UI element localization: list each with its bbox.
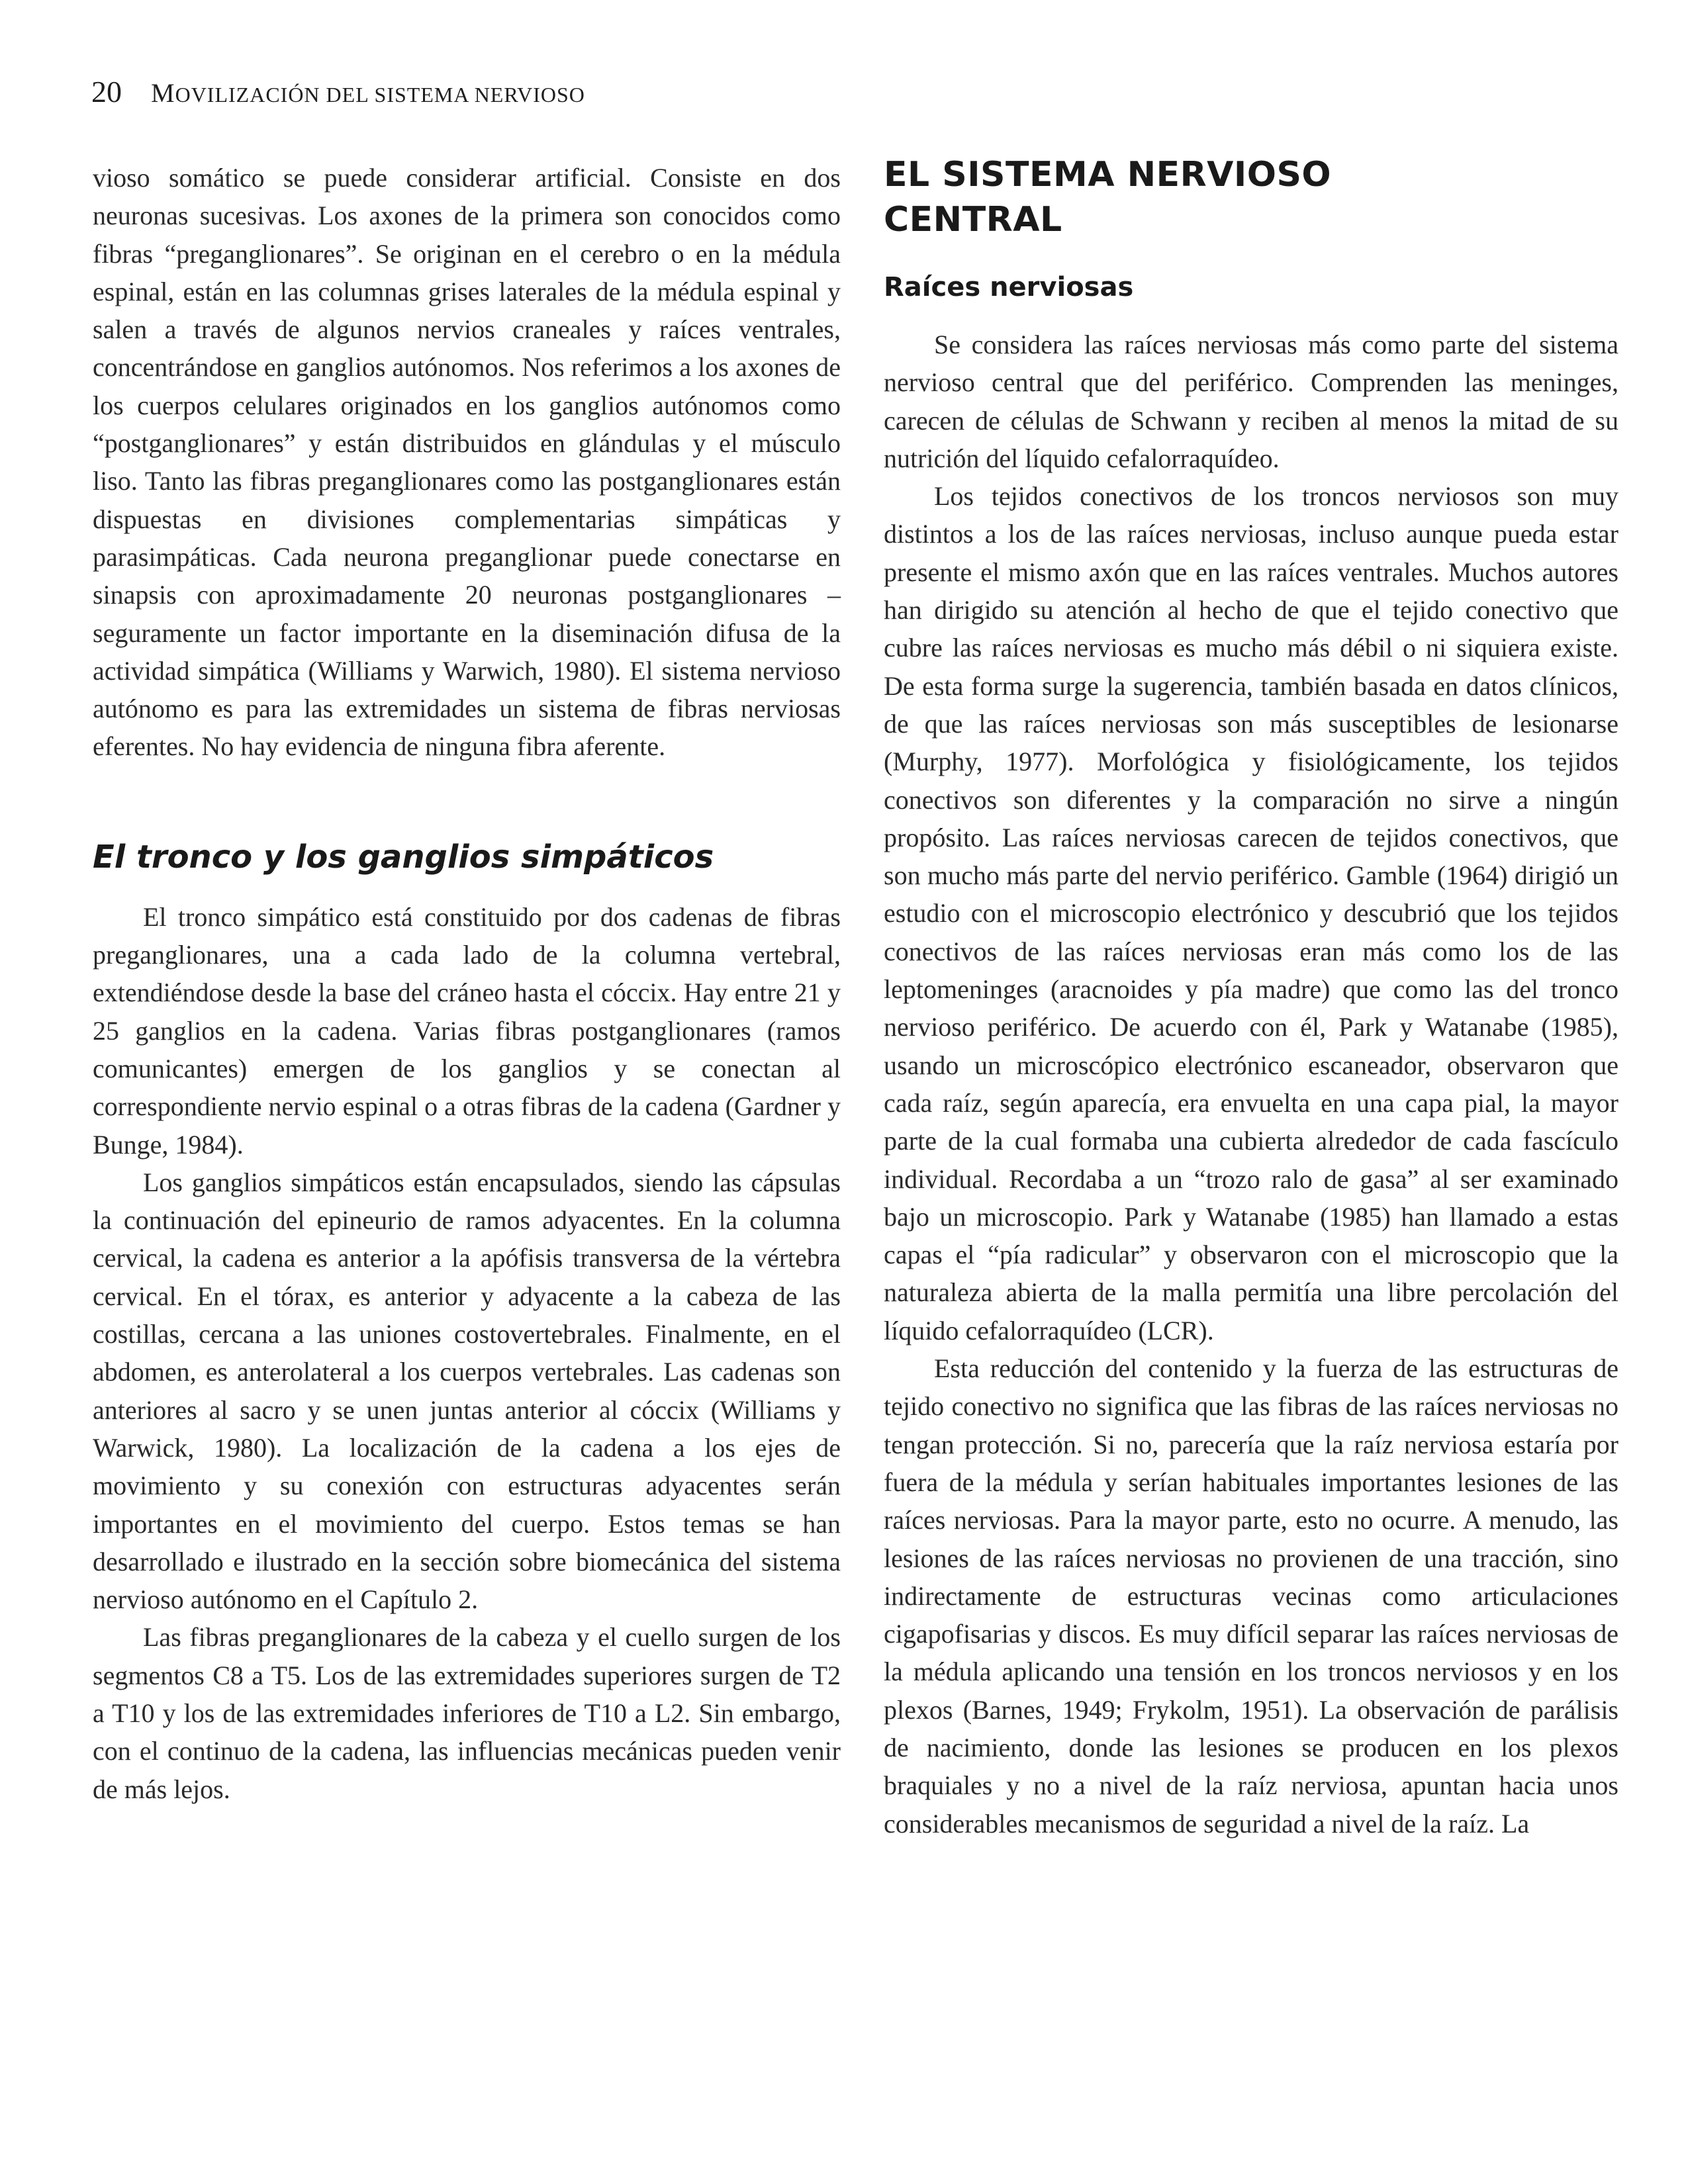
subheading: Raíces nerviosas — [884, 272, 1134, 302]
paragraph: Las fibras preganglionares de la cabeza y el cuello surgen de los segmentos C8 a T5. Los de las extremidades superiores surgen de T2 a T10 y los de las extremidades inferiores de T10 a L2. Sin embargo, con el continuo de la cadena, las influencias mecánicas pueden venir de más lejos. — [93, 1622, 841, 1804]
page-header — [91, 74, 585, 114]
paragraph: Los tejidos conectivos de los troncos nerviosos son muy distintos a los de las raíces nerviosas, incluso aunque pueda estar presente el mismo axón que en las raíces ventrales. Muchos autores han dirigido su atención al hecho de que el tejido conectivo que cubre las raíces nerviosas es mucho más débil o ni siquiera existe. De esta forma surge la sugerencia, también basada en datos clínicos, de que las raíces nerviosas son más susceptibles de lesionarse (Murphy, 1977). Morfológica y fisiológicamente, los tejidos conectivos son diferentes y la comparación no sirve a ningún propósito. Las raíces nerviosas carecen de tejidos conectivos, que son mucho más parte del nervio periférico. Gamble (1964) dirigió un estudio con el microscopio electrónico y descubrió que los tejidos conectivos de las raíces nerviosas eran más como los de las leptomeninges (aracnoides y pía madre) que como las del tronco nervioso periférico. De acuerdo con él, Park y Watanabe (1985), usando un microscópico electrónico escaneador, observaron que cada raíz, según aparecía, era envuelta en una capa pial, la mayor parte de la cual formaba una cubierta alrededor de cada fascículo individual. Recordaba a un “trozo ralo de gasa” al ser examinado bajo un microscopio. Park y Watanabe (1985) han llamado a estas capas el “pía radicular” y observaron con el microscopio que la naturaleza abierta de la malla permitía una libre percolación del líquido cefalorraquídeo (LCR). — [884, 481, 1618, 1345]
heading-line: CENTRAL — [884, 200, 1062, 240]
page-number: 20 — [91, 75, 122, 109]
paragraph: vioso somático se puede considerar artificial. Consiste en dos neuronas sucesivas. Los axones de la primera son conocidos como fibras “preganglionares”. Se originan en el cerebro o en la médula espinal, están en las columnas grises laterales de la médula espinal y salen a través de algunos nervios craneales y raíces ventrales, concentrándose en ganglios autónomos. Nos referimos a los axones de los cuerpos celulares originados en los ganglios autónomos como “postganglionares” y están distribuidos en glándulas y el músculo liso. Tanto las fibras preganglionares como las postganglionares están dispuestas en divisiones complementarias simpáticas y parasimpáticas. Cada neurona preganglionar puede conectarse en sinapsis con aproximadamente 20 neuronas postganglionares –seguramente un factor importante en la diseminación difusa de la actividad simpática (Williams y Warwich, 1980). El sistema nervioso autónomo es para las extremidades un sistema de fibras nerviosas eferentes. No hay evidencia de ninguna fibra aferente. — [93, 163, 841, 762]
chapter-section-heading — [884, 152, 1618, 242]
paragraph: El tronco simpático está constituido por dos cadenas de fibras preganglionares, una a cada lado de la columna vertebral, extendiéndose desde la base del cráneo hasta el cóccix. Hay entre 21 y 25 ganglios en la cadena. Varias fibras postganglionares (ramos comunicantes) emergen de los ganglios y se conectan al correspondiente nervio espinal o a otras fibras de la cadena (Gardner y Bunge, 1984). — [93, 901, 841, 1160]
paragraph: Se considera las raíces nerviosas más como parte del sistema nervioso central que del periférico. Comprenden las meninges, carecen de células de Schwann y reciben al menos la mitad de su nutrición del líquido cefalorraquídeo. — [884, 330, 1618, 473]
paragraph: Los ganglios simpáticos están encapsulados, siendo las cápsulas la continuación del epineurio de ramos adyacentes. En la columna cervical, la cadena es anterior a la apófisis transversa de la vértebra cervical. En el tórax, es anterior y adyacente a la cabeza de las costillas, cercana a las uniones costovertebrales. Finalmente, en el abdomen, es anterolateral a los cuerpos vertebrales. Las cadenas son anteriores al sacro y se unen juntas anterior al cóccix (Williams y Warwick, 1980). La localización de la cadena a los ejes de movimiento y su conexión con estructuras adyacentes serán importantes en el movimiento del cuerpo. Estos temas se han desarrollado e ilustrado en la sección sobre biomecánica del sistema nervioso autónomo en el Capítulo 2. — [93, 1167, 841, 1615]
left-column — [93, 159, 841, 1808]
heading-line: EL SISTEMA NERVIOSO — [884, 155, 1332, 195]
section-heading: El tronco y los ganglios simpáticos — [93, 838, 714, 876]
right-column — [884, 152, 1618, 1843]
paragraph: Esta reducción del contenido y la fuerza de las estructuras de tejido conectivo no significa que las fibras de las raíces nerviosas no tengan protección. Si no, parecería que la raíz nerviosa estaría por fuera de la médula y serían habituales importantes lesiones de las raíces nerviosas. Para la mayor parte, esto no ocurre. A menudo, las lesiones de las raíces nerviosas no provienen de una tracción, sino indirectamente de estructuras vecinas como articulaciones cigapofisarias y discos. Es muy difícil separar las raíces nerviosas de la médula aplicando una tensión en los troncos nerviosos y en los plexos (Barnes, 1949; Frykolm, 1951). La observación de parálisis de nacimiento, donde las lesiones se producen en los plexos braquiales y no a nivel de la raíz nerviosa, apuntan hacia unos considerables mecanismos de seguridad a nivel de la raíz. La — [884, 1353, 1618, 1839]
running-title: MOVILIZACIÓN DEL SISTEMA NERVIOSO — [151, 78, 585, 108]
